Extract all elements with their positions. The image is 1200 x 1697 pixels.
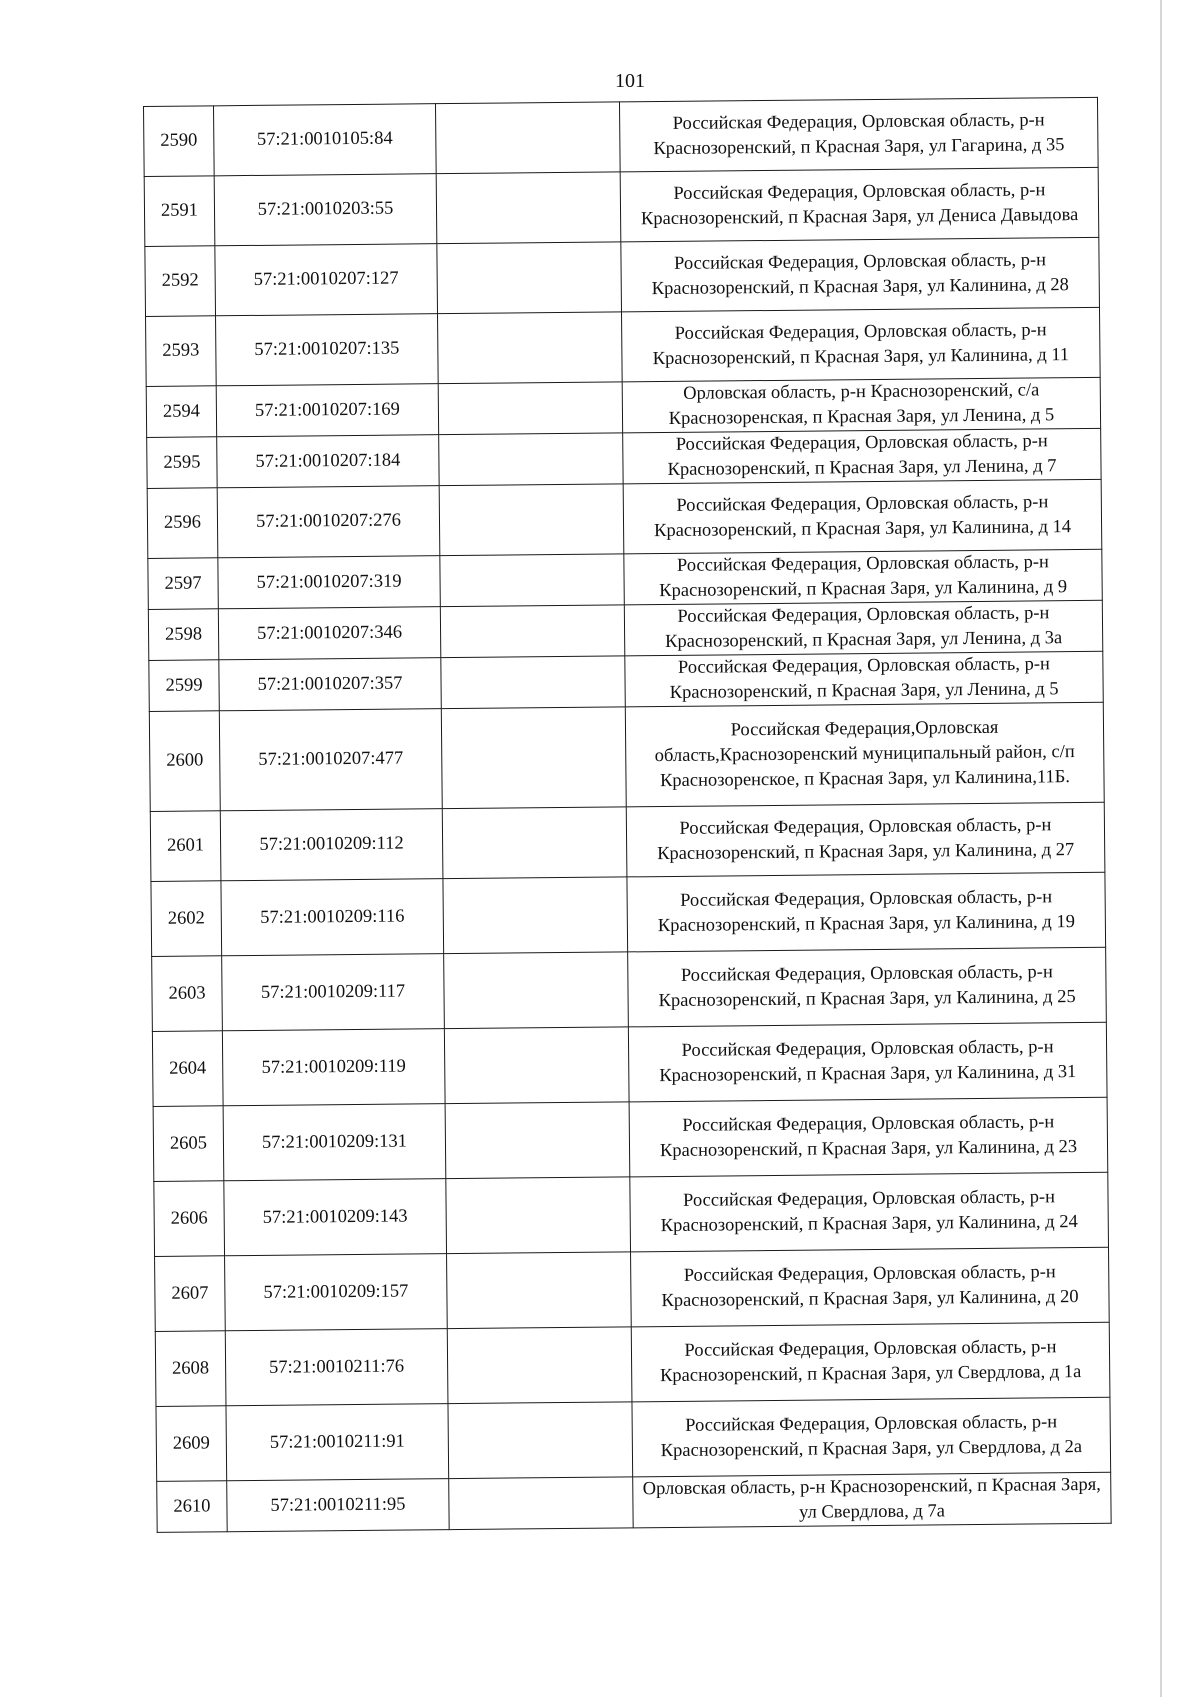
address: Российская Федерация, Орловская область, р-н Краснозоренский, п Красная Заря, ул Свердлова, д 1а xyxy=(631,1322,1110,1402)
table-row xyxy=(147,428,1101,488)
address: Орловская область, р-н Краснозоренский, п Красная Заря, ул Свердлова, д 7а xyxy=(633,1472,1111,1528)
row-number: 2609 xyxy=(156,1406,227,1482)
cadastral-number: 57:21:0010209:112 xyxy=(220,809,443,881)
address: Российская Федерация, Орловская область, р-н Краснозоренский, п Красная Заря, ул Калинина, д 27 xyxy=(626,802,1105,877)
table-row xyxy=(155,1322,1110,1406)
table-row xyxy=(145,237,1100,316)
row-number: 2602 xyxy=(151,881,222,957)
cadastral-number: 57:21:0010207:346 xyxy=(218,607,440,660)
table-row xyxy=(148,549,1102,609)
address: Российская Федерация, Орловская область, р-н Краснозоренский, п Красная Заря, ул Калинина, д 14 xyxy=(623,479,1102,554)
table-row xyxy=(156,1397,1111,1481)
address: Российская Федерация, Орловская область, р-н Краснозоренский, п Красная Заря, ул Калинина, д 31 xyxy=(628,1022,1107,1102)
cadastral-number: 57:21:0010211:91 xyxy=(226,1404,449,1481)
cadastral-number: 57:21:0010209:117 xyxy=(222,954,445,1031)
cadastral-number: 57:21:0010207:127 xyxy=(215,244,438,316)
empty-cell xyxy=(444,1027,629,1104)
empty-cell xyxy=(443,877,628,954)
table-row xyxy=(147,479,1102,558)
address: Российская Федерация, Орловская область, р-н Краснозоренский, п Красная Заря, ул Калинина, д 25 xyxy=(628,947,1107,1027)
row-number: 2590 xyxy=(144,106,215,177)
table-row xyxy=(144,167,1099,246)
cadastral-number: 57:21:0010209:116 xyxy=(221,879,444,956)
address: Российская Федерация, Орловская область, р-н Краснозоренский, п Красная Заря, ул Калинина, д 19 xyxy=(627,872,1106,952)
cadastral-number: 57:21:0010207:184 xyxy=(217,435,439,488)
row-number: 2591 xyxy=(144,176,215,247)
empty-cell xyxy=(436,172,621,244)
empty-cell xyxy=(438,312,623,384)
address: Российская Федерация, Орловская область, р-н Краснозоренский, п Красная Заря, ул Калинина, д 20 xyxy=(631,1247,1110,1327)
empty-cell xyxy=(442,807,627,879)
empty-cell xyxy=(439,484,624,556)
empty-cell xyxy=(435,102,620,174)
address: Российская Федерация, Орловская область, р-н Краснозоренский, п Красная Заря, ул Калинина, д 24 xyxy=(630,1172,1109,1252)
row-number: 2594 xyxy=(146,386,216,438)
row-number: 2606 xyxy=(154,1181,225,1257)
cadastral-number: 57:21:0010209:119 xyxy=(222,1029,445,1106)
address: Орловская область, р-н Краснозоренский, с/а Краснозоренская, п Красная Заря, ул Ленина, д 5 xyxy=(622,377,1100,433)
empty-cell xyxy=(439,433,623,486)
cadastral-number: 57:21:0010203:55 xyxy=(214,174,437,246)
empty-cell xyxy=(438,382,622,435)
address: Российская Федерация, Орловская область, р-н Краснозоренский, п Красная Заря, ул Калинина, д 9 xyxy=(624,549,1102,605)
row-number: 2595 xyxy=(147,437,217,489)
cadastral-number: 57:21:0010209:157 xyxy=(225,1254,448,1331)
table-row xyxy=(152,947,1107,1031)
row-number: 2596 xyxy=(147,488,218,559)
address: Российская Федерация, Орловская область, р-н Краснозоренский, п Красная Заря, ул Ленина, д 5 xyxy=(625,651,1103,707)
row-number: 2605 xyxy=(153,1106,224,1182)
row-number: 2598 xyxy=(148,609,218,661)
cadastral-number: 57:21:0010207:477 xyxy=(219,709,442,811)
table-row xyxy=(152,1022,1107,1106)
table-row xyxy=(151,872,1106,956)
row-number: 2600 xyxy=(149,711,220,812)
row-number: 2608 xyxy=(155,1331,226,1407)
empty-cell xyxy=(441,656,625,709)
table-row xyxy=(148,600,1102,660)
table-row xyxy=(155,1247,1110,1331)
address: Российская Федерация, Орловская область, р-н Краснозоренский, п Красная Заря, ул Гагарина, д 35 xyxy=(619,97,1098,172)
address: Российская Федерация, Орловская область, р-н Краснозоренский, п Красная Заря, ул Калинина, д 11 xyxy=(621,307,1100,382)
empty-cell xyxy=(447,1252,632,1329)
address: Российская Федерация, Орловская область, р-н Краснозоренский, п Красная Заря, ул Ленина, д 7 xyxy=(623,428,1101,484)
table-row xyxy=(157,1472,1111,1532)
empty-cell xyxy=(444,952,629,1029)
empty-cell xyxy=(445,1102,630,1179)
empty-cell xyxy=(446,1177,631,1254)
row-number: 2599 xyxy=(149,660,219,712)
cadastral-number: 57:21:0010105:84 xyxy=(214,104,437,176)
address: Российская Федерация, Орловская область, р-н Краснозоренский, п Красная Заря, ул Свердлова, д 2а xyxy=(632,1397,1111,1477)
cadastral-number: 57:21:0010209:143 xyxy=(224,1179,447,1256)
address: Российская Федерация, Орловская область, р-н Краснозоренский, п Красная Заря, ул Калинина, д 23 xyxy=(629,1097,1108,1177)
empty-cell xyxy=(440,554,624,607)
page-number: 101 xyxy=(615,70,645,92)
table-row xyxy=(146,307,1101,386)
row-number: 2604 xyxy=(152,1031,223,1107)
row-number: 2603 xyxy=(152,956,223,1032)
row-number: 2610 xyxy=(157,1481,227,1533)
empty-cell xyxy=(449,1477,633,1530)
cadastral-number: 57:21:0010207:319 xyxy=(218,556,440,609)
address: Российская Федерация, Орловская область, р-н Краснозоренский, п Красная Заря, ул Калинина, д 28 xyxy=(621,237,1100,312)
address: Российская Федерация,Орловская область,Краснозоренский муниципальный район, с/п Краснозоренское, п Красная Заря, ул Калинина,11Б. xyxy=(625,702,1104,807)
table-row xyxy=(149,651,1103,711)
row-number: 2607 xyxy=(155,1256,226,1332)
empty-cell xyxy=(447,1327,632,1404)
row-number: 2593 xyxy=(146,316,217,387)
empty-cell xyxy=(437,242,622,314)
scan-edge-line xyxy=(1160,0,1162,1697)
row-number: 2597 xyxy=(148,558,218,610)
registry-table xyxy=(143,97,1112,1533)
empty-cell xyxy=(441,707,626,809)
table-row xyxy=(153,1097,1108,1181)
row-number: 2601 xyxy=(150,811,221,882)
empty-cell xyxy=(448,1402,633,1479)
address: Российская Федерация, Орловская область, р-н Краснозоренский, п Красная Заря, ул Ленина, д 3а xyxy=(624,600,1102,656)
table-row xyxy=(154,1172,1109,1256)
cadastral-number: 57:21:0010211:76 xyxy=(225,1329,448,1406)
cadastral-number: 57:21:0010209:131 xyxy=(223,1104,446,1181)
row-number: 2592 xyxy=(145,246,216,317)
table-row xyxy=(149,702,1104,811)
table-row xyxy=(144,97,1099,176)
cadastral-number: 57:21:0010207:276 xyxy=(217,486,440,558)
table-row xyxy=(150,802,1105,881)
empty-cell xyxy=(440,605,624,658)
cadastral-number: 57:21:0010207:135 xyxy=(216,314,439,386)
cadastral-number: 57:21:0010207:169 xyxy=(216,384,438,437)
cadastral-number: 57:21:0010207:357 xyxy=(219,658,441,711)
table-row xyxy=(146,377,1100,437)
address: Российская Федерация, Орловская область, р-н Краснозоренский, п Красная Заря, ул Дениса Давыдова xyxy=(620,167,1099,242)
cadastral-number: 57:21:0010211:95 xyxy=(227,1479,449,1532)
